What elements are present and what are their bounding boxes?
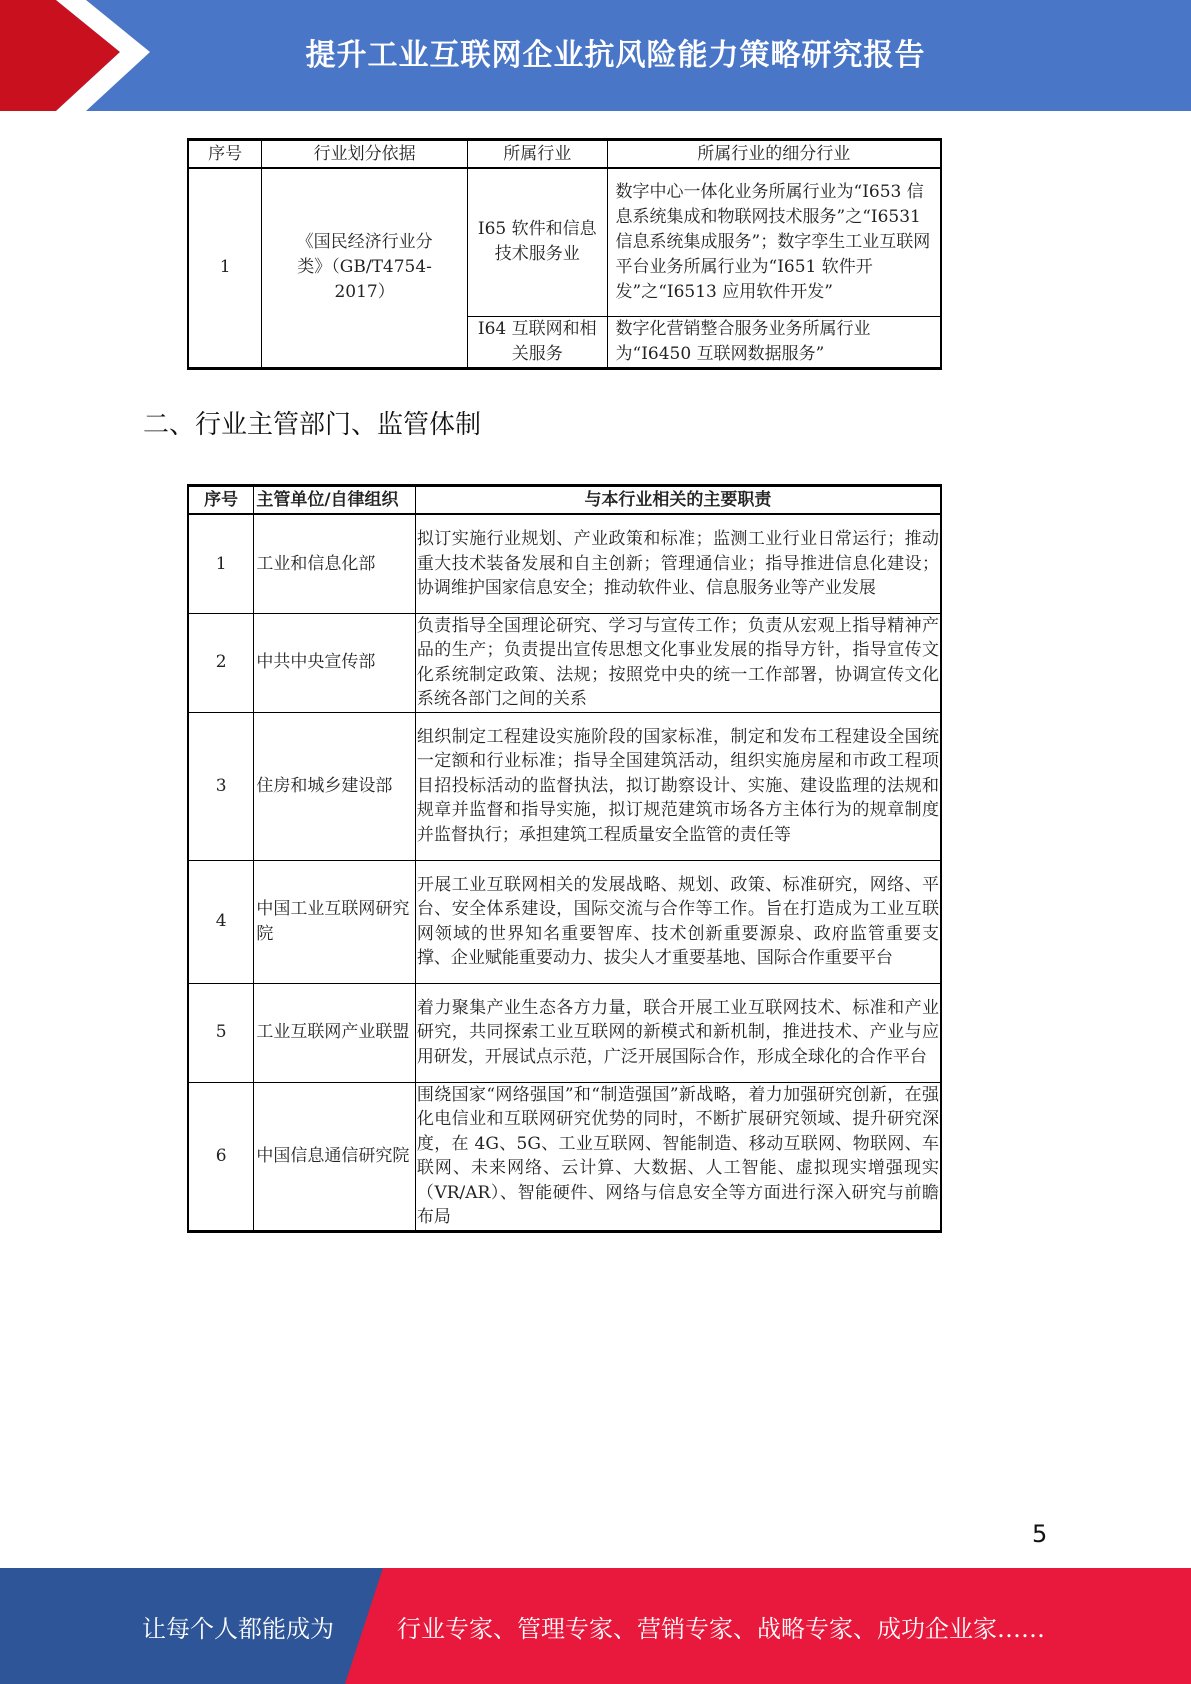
- table-row: [188, 514, 941, 613]
- column-header: 行业划分依据: [262, 140, 468, 169]
- table-row: [188, 860, 941, 983]
- column-header: 序号: [188, 140, 262, 169]
- industry-classification-table: [187, 138, 942, 370]
- table-row: [188, 983, 941, 1082]
- column-header: 序号: [188, 486, 254, 515]
- authority-name: 住房和城乡建设部: [254, 712, 416, 860]
- authority-name: 中国信息通信研究院: [254, 1082, 416, 1231]
- page-footer: [0, 1568, 1191, 1684]
- industry-cell: I65 软件和信息技术服务业: [467, 168, 607, 316]
- table-row: [188, 613, 941, 712]
- authority-duties: 负责指导全国理论研究、学习与宣传工作；负责从宏观上指导精神产品的生产；负责提出宣传思想文化事业发展的指导方针，指导宣传文化系统制定政策、法规；按照党中央的统一工作部署，协调宣传文化系统各部门之间的关系: [415, 613, 941, 712]
- authority-name: 中国工业互联网研究院: [254, 860, 416, 983]
- authority-duties: 着力聚集产业生态各方力量，联合开展工业互联网技术、标准和产业研究，共同探索工业互联网的新模式和新机制，推进技术、产业与应用研发，开展试点示范，广泛开展国际合作，形成全球化的合作平台: [415, 983, 941, 1082]
- table-header-row: [188, 140, 941, 169]
- footer-slogan-right: 行业专家、管理专家、营销专家、战略专家、成功企业家……: [397, 1614, 1045, 1643]
- report-title: 提升工业互联网企业抗风险能力策略研究报告: [305, 37, 926, 73]
- column-header: 主管单位/自律组织: [254, 486, 416, 515]
- column-header: 与本行业相关的主要职责: [415, 486, 941, 515]
- table-row: [188, 168, 941, 316]
- authority-duties: 围绕国家“网络强国”和“制造强国”新战略，着力加强研究创新，在强化电信业和互联网研究优势的同时，不断扩展研究领域、提升研究深度，在 4G、5G、工业互联网、智能制造、移动互联网、物联网、车联网、未来网络、云计算、大数据、人工智能、虚拟现实增强现实（VR/AR）、智能硬件、网络与信息安全等方面进行深入研究与前瞻布局: [415, 1082, 941, 1231]
- table-row: [188, 1082, 941, 1231]
- table-header-row: [188, 486, 941, 515]
- row-number: 3: [188, 712, 254, 860]
- authority-name: 工业和信息化部: [254, 514, 416, 613]
- sub-industry-cell: 数字化营销整合服务业务所属行业为“I6450 互联网数据服务”: [607, 316, 941, 368]
- section-heading: 二、行业主管部门、监管体制: [143, 410, 482, 440]
- authority-duties: 开展工业互联网相关的发展战略、规划、政策、标准研究，网络、平台、安全体系建设，国际交流与合作等工作。旨在打造成为工业互联网领域的世界知名重要智库、技术创新重要源泉、政府监管重要支撑、企业赋能重要动力、拔尖人才重要基地、国际合作重要平台: [415, 860, 941, 983]
- page-number: 5: [1032, 1520, 1048, 1548]
- row-number: 5: [188, 983, 254, 1082]
- authority-duties: 拟订实施行业规划、产业政策和标准；监测工业行业日常运行；推动重大技术装备发展和自主创新；管理通信业；指导推进信息化建设；协调维护国家信息安全；推动软件业、信息服务业等产业发展: [415, 514, 941, 613]
- authority-name: 中共中央宣传部: [254, 613, 416, 712]
- authority-name: 工业互联网产业联盟: [254, 983, 416, 1082]
- regulatory-authorities-table: [187, 484, 942, 1233]
- column-header: 所属行业的细分行业: [607, 140, 941, 169]
- row-number: 4: [188, 860, 254, 983]
- industry-cell: I64 互联网和相关服务: [467, 316, 607, 368]
- row-number: 1: [188, 514, 254, 613]
- column-header: 所属行业: [467, 140, 607, 169]
- sub-industry-cell: 数字中心一体化业务所属行业为“I653 信息系统集成和物联网技术服务”之“I6531 信息系统集成服务”；数字孪生工业互联网平台业务所属行业为“I651 软件开发”之“I6513 应用软件开发”: [607, 168, 941, 316]
- table-row: [188, 712, 941, 860]
- row-number: 2: [188, 613, 254, 712]
- page-header: [0, 0, 1191, 111]
- footer-slogan-left: 让每个人都能成为: [142, 1614, 334, 1643]
- row-number: 6: [188, 1082, 254, 1231]
- authority-duties: 组织制定工程建设实施阶段的国家标准，制定和发布工程建设全国统一定额和行业标准；指导全国建筑活动，组织实施房屋和市政工程项目招投标活动的监督执法，拟订勘察设计、实施、建设监理的法规和规章并监督和指导实施，拟订规范建筑市场各方主体行为的规章制度并监督执行；承担建筑工程质量安全监管的责任等: [415, 712, 941, 860]
- row-number: 1: [188, 168, 262, 368]
- classification-basis: 《国民经济行业分类》（GB/T4754-2017）: [262, 168, 468, 368]
